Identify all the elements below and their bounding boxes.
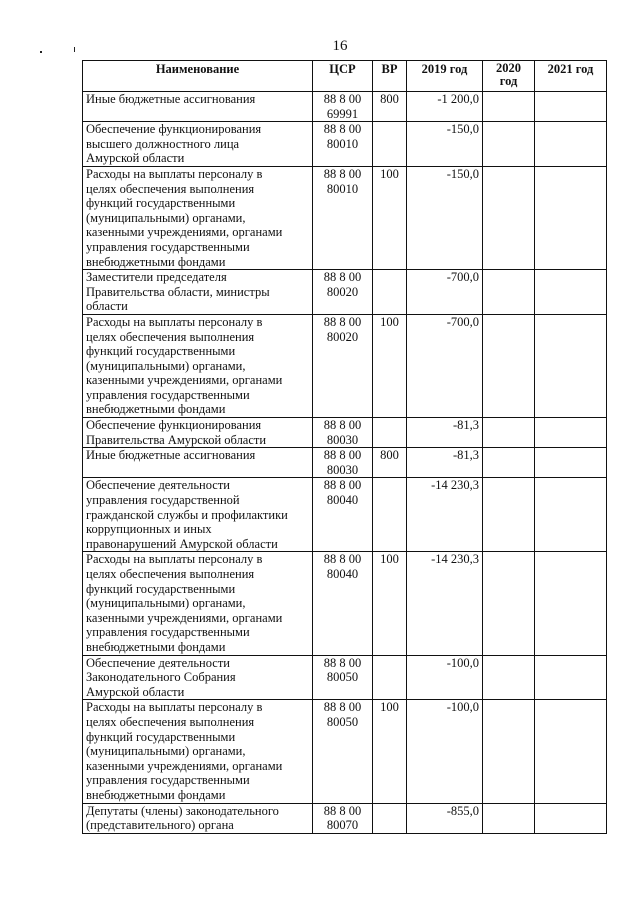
- header-csr: ЦСР: [313, 61, 373, 92]
- cell-csr: 88 8 00 80030: [313, 448, 373, 478]
- scan-mark-dot: [40, 51, 42, 53]
- cell-vr: 800: [373, 448, 407, 478]
- cell-y2021: [535, 655, 607, 700]
- cell-y2019: -81,3: [407, 418, 483, 448]
- table-row: [83, 122, 607, 167]
- table-row: [83, 700, 607, 803]
- cell-y2019: -700,0: [407, 314, 483, 417]
- cell-csr: 88 8 00 80050: [313, 655, 373, 700]
- cell-y2021: [535, 478, 607, 552]
- cell-y2021: [535, 803, 607, 833]
- cell-y2021: [535, 166, 607, 269]
- cell-y2019: -100,0: [407, 700, 483, 803]
- cell-vr: 100: [373, 552, 407, 655]
- cell-y2019: -700,0: [407, 270, 483, 315]
- table-row: [83, 270, 607, 315]
- cell-vr: [373, 478, 407, 552]
- table-row: [83, 166, 607, 269]
- table-row: [83, 655, 607, 700]
- cell-y2021: [535, 314, 607, 417]
- cell-y2019: -855,0: [407, 803, 483, 833]
- cell-y2020: [483, 700, 535, 803]
- cell-name: Расходы на выплаты персоналу в целях обеспечения выполнения функций государственными (муниципальными) органами, казенными учреждениями, органами управления государственными внебюджетными фондами: [83, 700, 313, 803]
- cell-name: Обеспечение функционирования Правительства Амурской области: [83, 418, 313, 448]
- cell-name: Обеспечение деятельности Законодательного Собрания Амурской области: [83, 655, 313, 700]
- cell-y2019: -150,0: [407, 122, 483, 167]
- cell-y2019: -14 230,3: [407, 552, 483, 655]
- cell-y2021: [535, 448, 607, 478]
- cell-y2021: [535, 552, 607, 655]
- header-2020: 2020 год: [483, 61, 535, 92]
- cell-y2020: [483, 270, 535, 315]
- cell-y2019: -1 200,0: [407, 92, 483, 122]
- table-row: [83, 92, 607, 122]
- cell-y2021: [535, 122, 607, 167]
- header-vr: ВР: [373, 61, 407, 92]
- cell-csr: 88 8 00 80050: [313, 700, 373, 803]
- cell-y2021: [535, 418, 607, 448]
- cell-vr: [373, 418, 407, 448]
- cell-name: Иные бюджетные ассигнования: [83, 92, 313, 122]
- header-name: Наименование: [83, 61, 313, 92]
- cell-name: Обеспечение деятельности управления государственной гражданской службы и профилактики коррупционных и иных правонарушений Амурской области: [83, 478, 313, 552]
- cell-csr: 88 8 00 80020: [313, 314, 373, 417]
- cell-y2020: [483, 478, 535, 552]
- table-row: [83, 314, 607, 417]
- cell-vr: 100: [373, 166, 407, 269]
- cell-y2020: [483, 655, 535, 700]
- table-row: [83, 552, 607, 655]
- cell-y2019: -100,0: [407, 655, 483, 700]
- cell-vr: [373, 655, 407, 700]
- cell-vr: [373, 270, 407, 315]
- cell-name: Иные бюджетные ассигнования: [83, 448, 313, 478]
- cell-csr: 88 8 00 80040: [313, 552, 373, 655]
- cell-y2020: [483, 552, 535, 655]
- cell-y2020: [483, 803, 535, 833]
- cell-y2020: [483, 122, 535, 167]
- cell-y2021: [535, 92, 607, 122]
- cell-vr: [373, 803, 407, 833]
- table-row: [83, 803, 607, 833]
- cell-y2020: [483, 448, 535, 478]
- cell-y2020: [483, 418, 535, 448]
- cell-vr: [373, 122, 407, 167]
- cell-name: Расходы на выплаты персоналу в целях обеспечения выполнения функций государственными (муниципальными) органами, казенными учреждениями, органами управления государственными внебюджетными фондами: [83, 314, 313, 417]
- cell-name: Депутаты (члены) законодательного (представительного) органа: [83, 803, 313, 833]
- cell-y2020: [483, 92, 535, 122]
- table-row: [83, 418, 607, 448]
- cell-csr: 88 8 00 80010: [313, 166, 373, 269]
- cell-name: Расходы на выплаты персоналу в целях обеспечения выполнения функций государственными (муниципальными) органами, казенными учреждениями, органами управления государственными внебюджетными фондами: [83, 166, 313, 269]
- cell-name: Расходы на выплаты персоналу в целях обеспечения выполнения функций государственными (муниципальными) органами, казенными учреждениями, органами управления государственными внебюджетными фондами: [83, 552, 313, 655]
- cell-csr: 88 8 00 80040: [313, 478, 373, 552]
- cell-vr: 800: [373, 92, 407, 122]
- cell-y2019: -14 230,3: [407, 478, 483, 552]
- cell-y2020: [483, 314, 535, 417]
- table-row: [83, 448, 607, 478]
- cell-csr: 88 8 00 80030: [313, 418, 373, 448]
- page-number: 16: [332, 38, 348, 54]
- cell-csr: 88 8 00 80010: [313, 122, 373, 167]
- cell-y2019: -150,0: [407, 166, 483, 269]
- budget-table: [82, 60, 607, 834]
- cell-csr: 88 8 00 80070: [313, 803, 373, 833]
- cell-y2021: [535, 270, 607, 315]
- cell-csr: 88 8 00 80020: [313, 270, 373, 315]
- cell-y2020: [483, 166, 535, 269]
- cell-vr: 100: [373, 314, 407, 417]
- scan-mark-tick: [74, 47, 75, 52]
- header-2021: 2021 год: [535, 61, 607, 92]
- cell-vr: 100: [373, 700, 407, 803]
- table-row: [83, 478, 607, 552]
- cell-name: Заместители председателя Правительства области, министры области: [83, 270, 313, 315]
- table-header-row: [83, 61, 607, 92]
- header-2019: 2019 год: [407, 61, 483, 92]
- cell-y2021: [535, 700, 607, 803]
- cell-y2019: -81,3: [407, 448, 483, 478]
- cell-name: Обеспечение функционирования высшего должностного лица Амурской области: [83, 122, 313, 167]
- cell-csr: 88 8 00 69991: [313, 92, 373, 122]
